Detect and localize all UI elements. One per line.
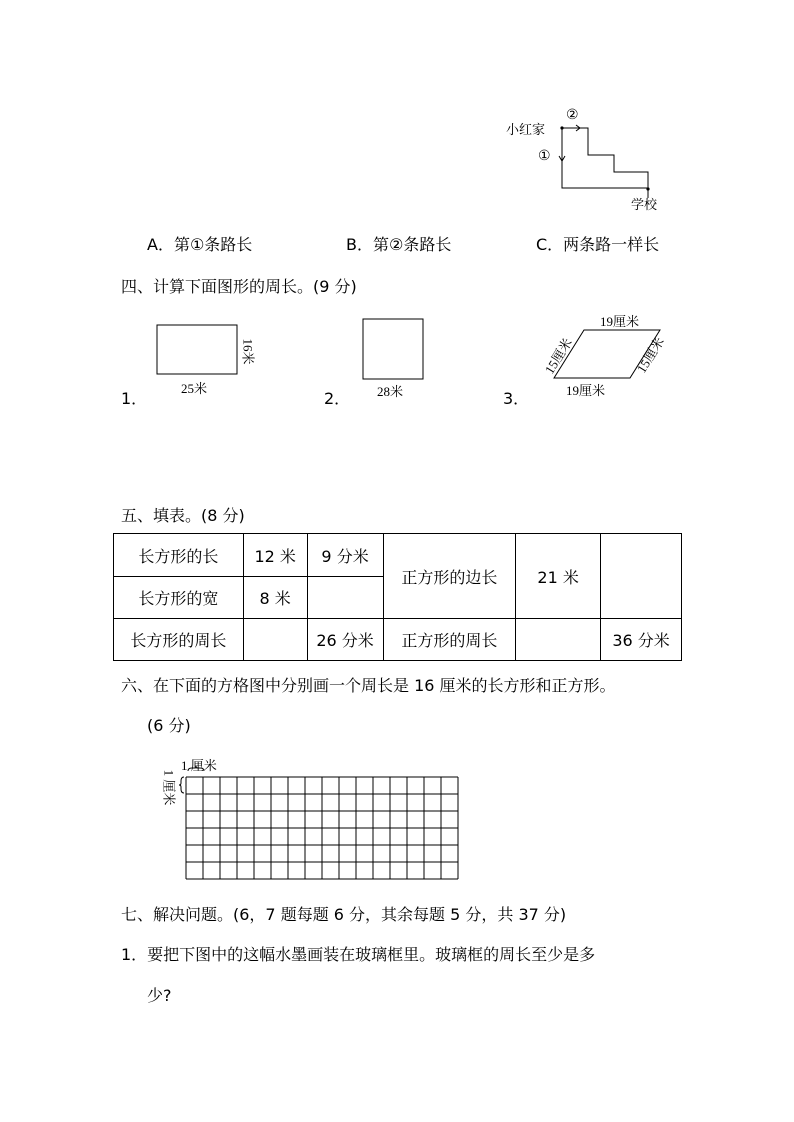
square-side-cell: 21 米	[516, 534, 601, 619]
section-7-question-1-line-1: 1．要把下图中的这幅水墨画装在玻璃框里。玻璃框的周长至少是多	[121, 945, 596, 964]
figure-1-width-label: 25米	[181, 381, 208, 396]
square-perimeter-cell: 36 分米	[601, 619, 682, 661]
square-side-header: 正方形的边长	[383, 534, 516, 619]
route-2-label: ②	[566, 108, 579, 123]
rect-length-header: 长方形的长	[114, 534, 244, 577]
figure-1-number: 1．	[121, 389, 148, 408]
rect-width-cell: 8 米	[243, 577, 307, 619]
section-4-title: 四、计算下面图形的周长。(9 分)	[121, 277, 357, 296]
section-7-title: 七、解决问题。(6，7 题每题 6 分，其余每题 5 分，共 37 分)	[121, 905, 567, 924]
option-text: ．第②条路长	[356, 235, 452, 254]
grid-unit-vertical-label: 1 厘米	[161, 769, 177, 806]
school-label: 学校	[631, 197, 658, 212]
section-6-points: (6 分)	[147, 716, 191, 735]
rect-length-cell: 12 米	[243, 534, 307, 577]
figure-3-right-label: 15厘米	[633, 334, 668, 376]
home-label: 小红家	[506, 122, 546, 137]
grid-unit-horizontal-label: 1 厘米	[181, 758, 217, 773]
section-7-question-1-line-2: 少?	[147, 986, 172, 1005]
option-letter: C	[536, 235, 548, 254]
option-letter: A	[147, 235, 158, 254]
rect-perimeter-header: 长方形的周长	[114, 619, 244, 661]
figure-2-number: 2．	[324, 389, 351, 408]
figure-3-bottom-label: 19厘米	[566, 383, 606, 398]
option-text: ．两条路一样长	[547, 235, 660, 254]
rect-perimeter-cell: 26 分米	[307, 619, 383, 661]
route-1-label: ①	[538, 149, 551, 164]
option-letter: B	[346, 235, 357, 254]
figure-3-left-label: 15厘米	[541, 335, 576, 377]
figure-2-side-label: 28米	[377, 384, 404, 399]
square-perimeter-header: 正方形的周长	[383, 619, 516, 661]
rect-length-cell: 9 分米	[307, 534, 383, 577]
rect-width-header: 长方形的宽	[114, 577, 244, 619]
section-6-title: 六、在下面的方格图中分别画一个周长是 16 厘米的长方形和正方形。	[121, 676, 616, 695]
figure-3-top-label: 19厘米	[600, 314, 640, 329]
figure-1-height-label: 16米	[240, 338, 256, 365]
horizontal-brace-icon	[188, 766, 204, 771]
option-text: ．第①条路长	[157, 235, 253, 254]
figure-3-number: 3．	[503, 389, 530, 408]
section-5-title: 五、填表。(8 分)	[121, 506, 245, 525]
vertical-brace-icon	[179, 777, 184, 793]
